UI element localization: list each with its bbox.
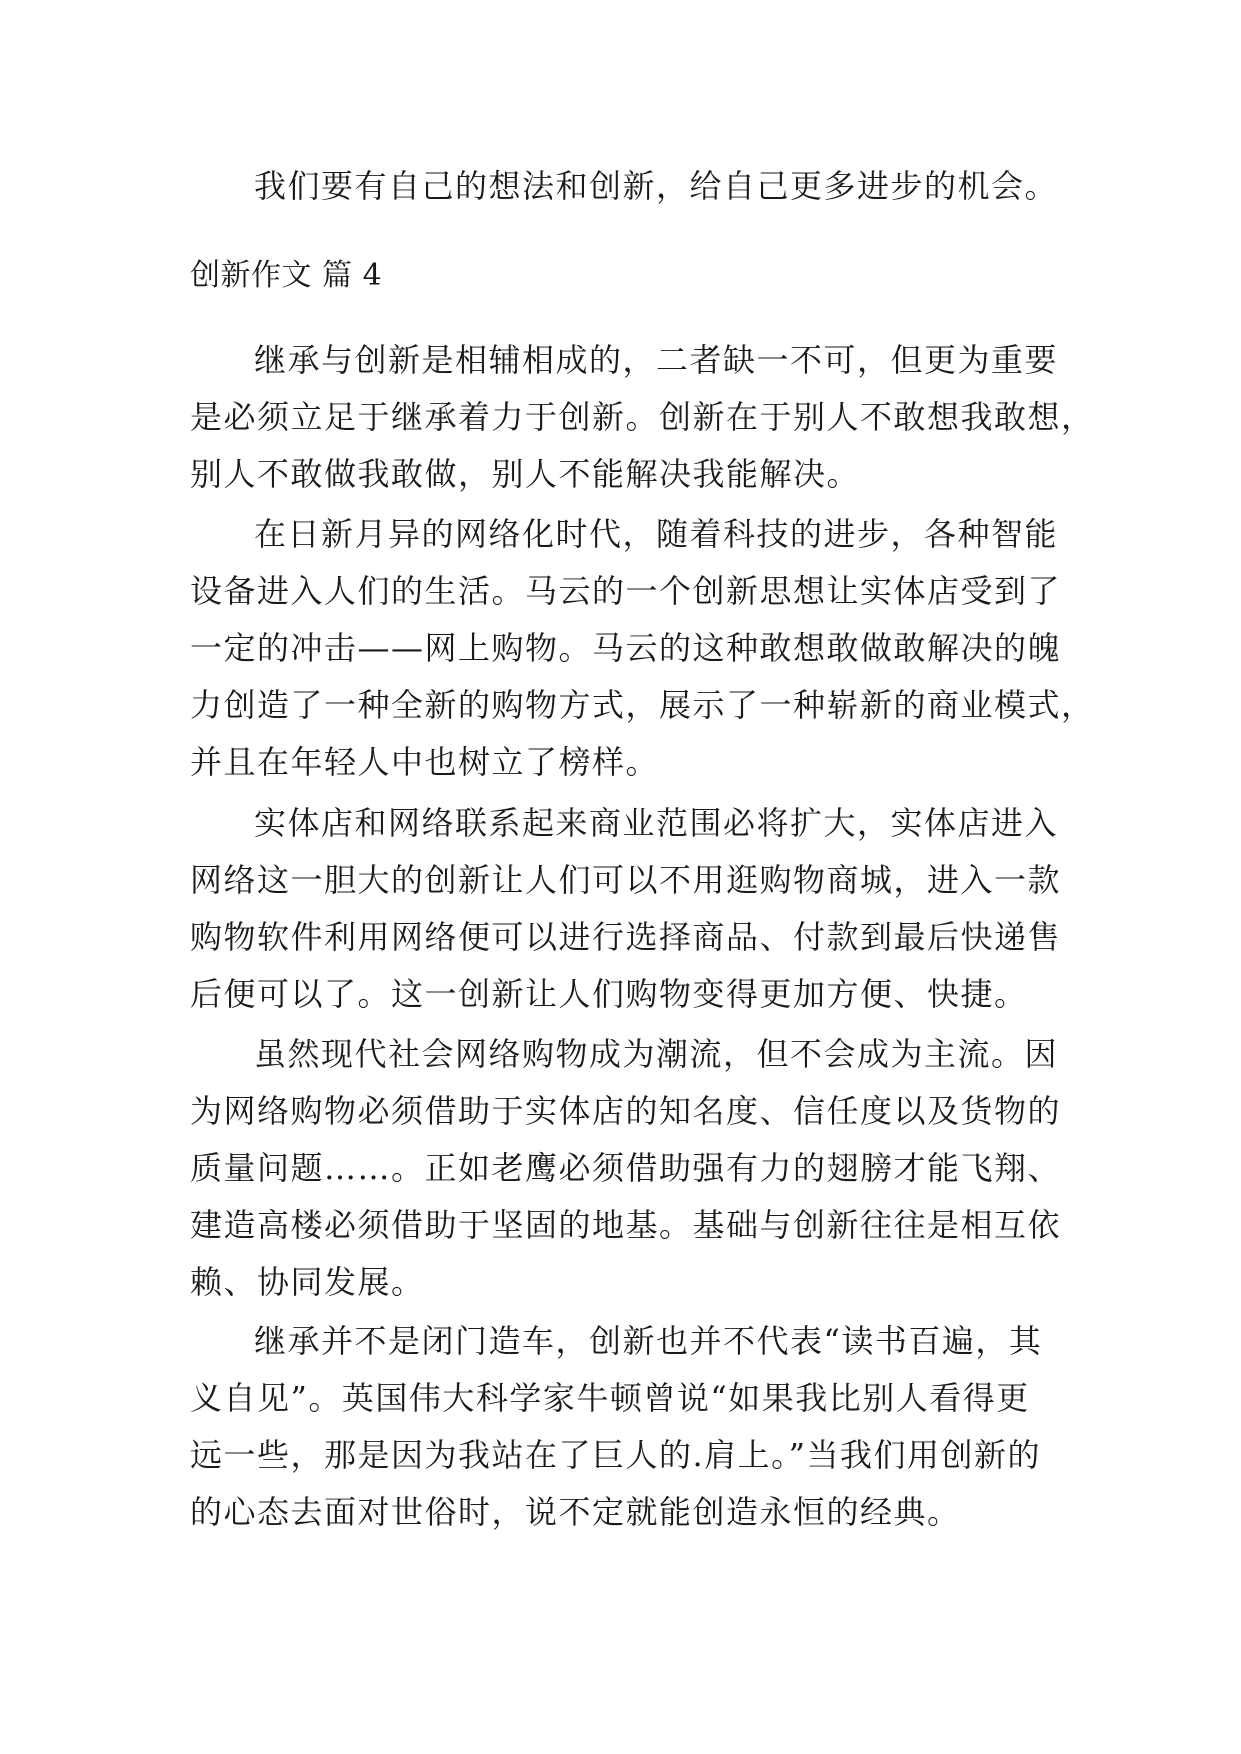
paragraph-line: 实体店和网络联系起来商业范围必将扩大，实体店进入 xyxy=(254,804,1059,842)
paragraph-line: 在日新月异的网络化时代，随着科技的进步，各种智能 xyxy=(254,515,1059,553)
paragraph-line: 力创造了一种全新的购物方式，展示了一种崭新的商业模式， xyxy=(190,686,1095,724)
paragraph-line: 一定的冲击——网上购物。马云的这种敢想敢做敢解决的魄 xyxy=(190,629,1062,667)
paragraph-line: 的心态去面对世俗时，说不定就能创造永恒的经典。 xyxy=(190,1493,961,1531)
paragraph-line: 网络这一胆大的创新让人们可以不用逛购物商城，进入一款 xyxy=(190,861,1062,899)
paragraph-line: 赖、协同发展。 xyxy=(190,1263,425,1301)
paragraph-line: 别人不敢做我敢做，别人不能解决我能解决。 xyxy=(190,455,861,493)
paragraph-line: 是必须立足于继承着力于创新。创新在于别人不敢想我敢想， xyxy=(190,398,1095,436)
paragraph-line: 建造高楼必须借助于坚固的地基。基础与创新往往是相互依 xyxy=(190,1206,1062,1244)
paragraph-line: 虽然现代社会网络购物成为潮流，但不会成为主流。因 xyxy=(254,1035,1059,1073)
paragraph-line: 为网络购物必须借助于实体店的知名度、信任度以及货物的 xyxy=(190,1092,1062,1130)
paragraph-line: 后便可以了。这一创新让人们购物变得更加方便、快捷。 xyxy=(190,975,1028,1013)
section-heading: 创新作文 篇 4 xyxy=(190,258,383,293)
paragraph-line: 设备进入人们的生活。马云的一个创新思想让实体店受到了 xyxy=(190,572,1062,610)
intro-line: 我们要有自己的想法和创新，给自己更多进步的机会。 xyxy=(254,167,1059,205)
paragraph-line: 并且在年轻人中也树立了榜样。 xyxy=(190,743,660,781)
paragraph-line: 义自见”。英国伟大科学家牛顿曾说“如果我比别人看得更 xyxy=(190,1379,1030,1417)
paragraph-line: 购物软件利用网络便可以进行选择商品、付款到最后快递售 xyxy=(190,918,1062,956)
paragraph-line: 继承并不是闭门造车，创新也并不代表“读书百遍，其 xyxy=(254,1322,1043,1360)
paragraph-line: 质量问题……。正如老鹰必须借助强有力的翅膀才能飞翔、 xyxy=(190,1149,1062,1187)
paragraph-line: 继承与创新是相辅相成的，二者缺一不可，但更为重要 xyxy=(254,341,1059,379)
paragraph-line: 远一些，那是因为我站在了巨人的.肩上。”当我们用创新的 xyxy=(190,1436,1042,1474)
